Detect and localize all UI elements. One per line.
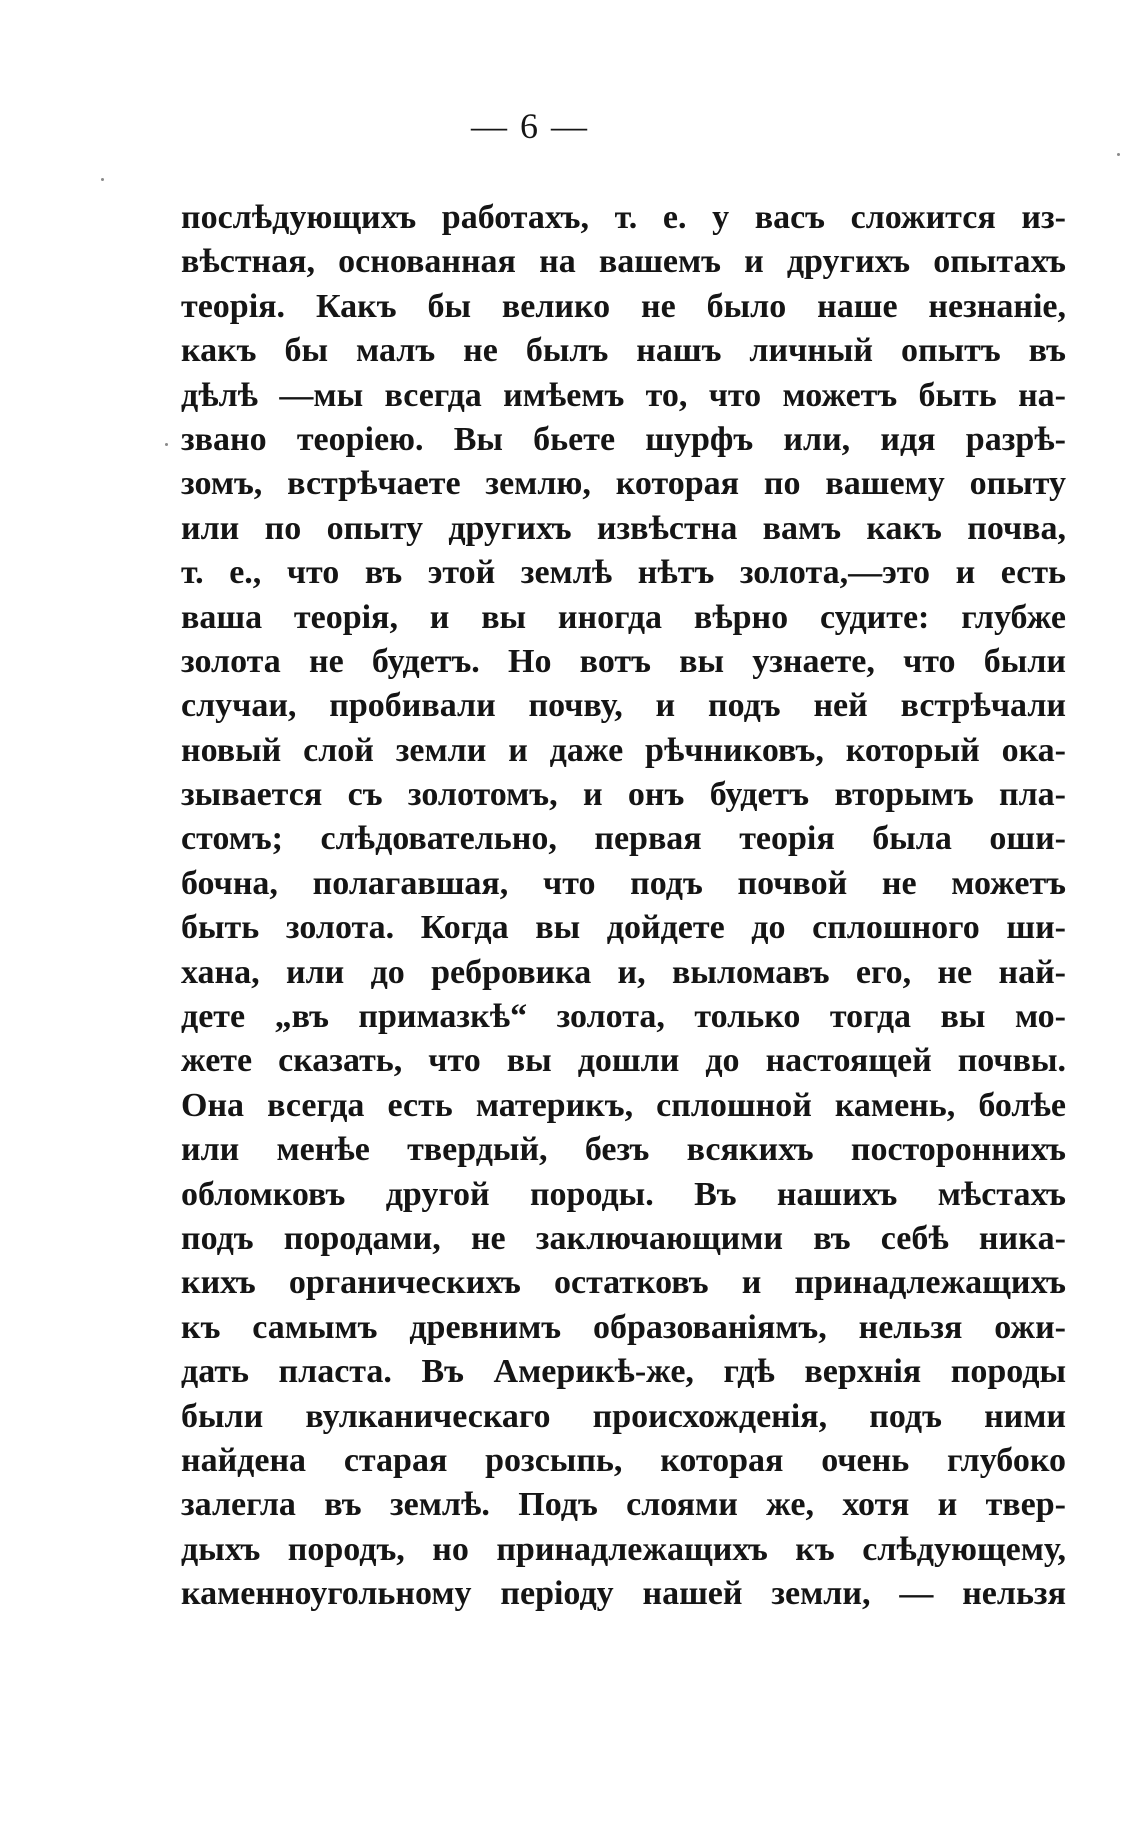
text-line: зомъ, встрѣчаете землю, которая по вашему опыту <box>181 465 1066 503</box>
print-speck <box>165 443 168 446</box>
text-line: послѣдующихъ работахъ, т. е. у васъ сложится из- <box>181 199 1066 236</box>
text-line: Она всегда есть материкъ, сплошной камень, болѣе <box>181 1086 1066 1124</box>
text-line: были вулканическаго происхожденія, подъ ними <box>181 1397 1066 1435</box>
text-line: дыхъ породъ, но принадлежащихъ къ слѣдующему, <box>181 1530 1066 1568</box>
text-line: или менѣе твердый, безъ всякихъ постороннихъ <box>181 1131 1066 1169</box>
text-line: какъ бы малъ не былъ нашъ личный опытъ въ <box>181 332 1066 370</box>
text-line: кихъ органическихъ остатковъ и принадлежащихъ <box>181 1264 1066 1302</box>
text-line: подъ породами, не заключающими въ себѣ никa- <box>181 1219 1066 1257</box>
text-line: быть золота. Когда вы дойдете до сплошного ши- <box>181 909 1066 947</box>
text-line: хана, или до ребровика и, выломавъ его, не най- <box>181 953 1066 991</box>
text-line: бочна, полагавшая, что подъ почвой не можетъ <box>181 864 1066 902</box>
text-line: дете „въ примазкѣ“ золота, только тогда вы мо- <box>181 998 1066 1036</box>
text-line: стомъ; слѣдовательно, первая теорія была оши- <box>181 820 1066 858</box>
text-line: зывается съ золотомъ, и онъ будетъ вторымъ пла- <box>181 776 1066 814</box>
text-line: ваша теорія, и вы иногда вѣрно судите: глубже <box>181 598 1066 636</box>
text-line: дѣлѣ —мы всегда имѣемъ то, что можетъ быть на- <box>181 376 1066 414</box>
text-line: дать пласта. Въ Америкѣ-же, гдѣ верхнія породы <box>181 1353 1066 1391</box>
text-line: найдена старая розсыпь, которая очень глубоко <box>181 1441 1066 1479</box>
text-line: каменноугольному періоду нашей земли, — нельзя <box>181 1575 1066 1613</box>
text-line: обломковъ другой породы. Въ нашихъ мѣстахъ <box>181 1175 1066 1213</box>
page-number: — 6 — <box>471 106 589 146</box>
text-line: т. е., что въ этой землѣ нѣтъ золота,—это и есть <box>181 554 1066 592</box>
print-speck <box>1117 153 1120 156</box>
text-line: теорія. Какъ бы велико не было наше незнаніе, <box>181 287 1066 325</box>
text-line: къ самымъ древнимъ образованіямъ, нельзя ожи- <box>181 1308 1066 1346</box>
print-speck <box>101 178 104 181</box>
text-line: звано теоріею. Вы бьете шурфъ или, идя разрѣ- <box>181 420 1066 458</box>
text-line: залегла въ землѣ. Подъ слоями же, хотя и твер- <box>181 1486 1066 1524</box>
text-line: жете сказать, что вы дошли до настоящей почвы. <box>181 1042 1066 1080</box>
text-line: или по опыту другихъ извѣстна вамъ какъ почва, <box>181 509 1066 547</box>
text-line: золота не будетъ. Но вотъ вы узнаете, что были <box>181 642 1066 680</box>
text-line: случаи, пробивали почву, и подъ ней встрѣчали <box>181 687 1066 725</box>
text-line: новый слой земли и даже рѣчниковъ, который ока- <box>181 731 1066 769</box>
text-line: вѣстная, основанная на вашемъ и другихъ опытахъ <box>181 243 1066 281</box>
body-text <box>181 196 1066 1617</box>
